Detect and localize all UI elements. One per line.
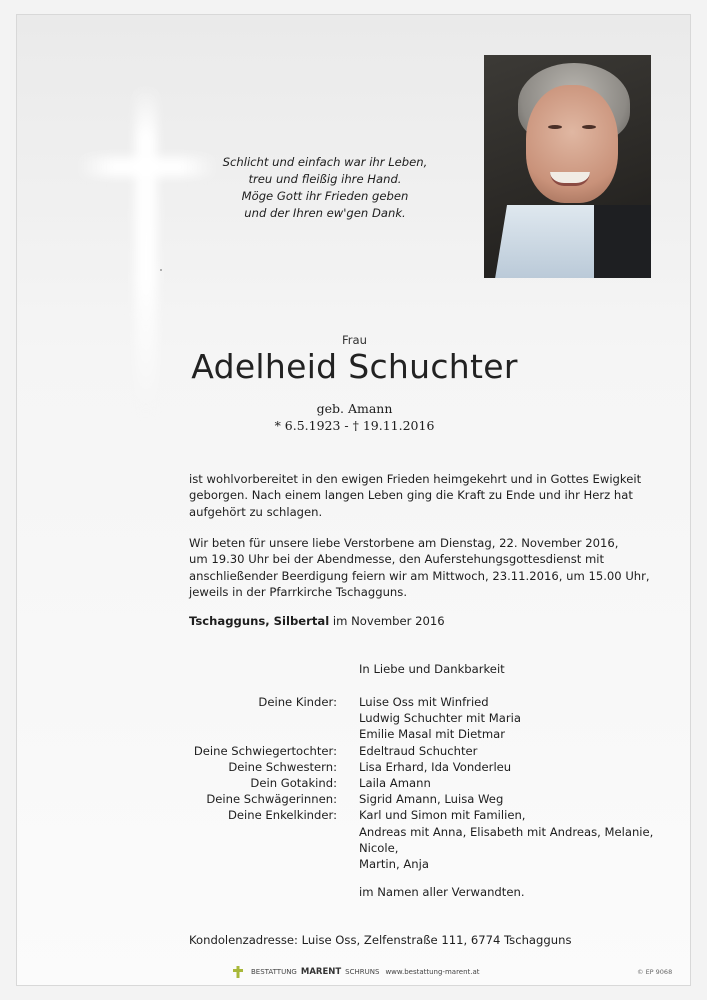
service-paragraph: Wir beten für unsere liebe Verstorbene am Dienstag, 22. November 2016, um 19.30 Uhr bei der Abendmesse, den Auferstehungsgottesdienst mit anschließender Beerdigung feiern wir am Mittwoch, 23.11.2016, um 15.00 Uhr, jeweils in der Pfarrkirche Tschagguns. — [189, 536, 650, 599]
mourner-row: Emilie Masal mit Dietmar — [359, 727, 505, 742]
maiden-name: geb. Amann — [316, 401, 393, 416]
mourners-list — [137, 694, 653, 872]
mourner-row: Deine Kinder: Luise Oss mit Winfried — [258, 695, 489, 709]
mourner-row: Deine Schwägerinnen: Sigrid Amann, Luisa Weg — [206, 792, 504, 807]
poem-line: Schlicht und einfach war ihr Leben, — [222, 155, 428, 169]
mourner-row: Deine Schwestern: Lisa Erhard, Ida Vonderleu — [228, 759, 512, 774]
mourner-row: Deine Schwiegertochter: Edeltraud Schuchter — [193, 743, 478, 758]
life-dates: * 6.5.1923 - † 19.11.2016 — [274, 418, 435, 433]
condolence-address: Kondolenzadresse: Luise Oss, Zelfenstraße 111, 6774 Tschagguns — [189, 933, 572, 947]
mourner-row: Martin, Anja — [359, 857, 429, 872]
footer-brand: MARENT — [300, 967, 342, 977]
mourner-row: Deine Enkelkinder: Karl und Simon mit Familien, — [227, 808, 526, 823]
mourner-row: Andreas mit Anna, Elisabeth mit Andreas, Melanie, — [359, 824, 654, 839]
poem — [215, 154, 435, 222]
place-name: Tschagguns, Silbertal — [189, 614, 330, 628]
footer-prefix: BESTATTUNG — [251, 968, 297, 976]
obituary-sheet — [16, 14, 691, 986]
announcement-paragraph: ist wohlvorbereitet in den ewigen Frieden heimgekehrt und in Gottes Ewigkeit geborgen. Nach einem langen Leben ging die Kraft zu Ende und ihr Herz hat aufgehört zu schlagen. — [189, 472, 642, 519]
mourner-row: Dein Gotakind: Laila Amann — [250, 776, 431, 791]
poem-line: Möge Gott ihr Frieden geben — [241, 189, 409, 203]
mourners-intro: In Liebe und Dankbarkeit — [359, 662, 505, 676]
mourner-row: Nicole, — [359, 840, 399, 855]
funeral-home-footer — [231, 965, 480, 979]
salutation: Frau — [341, 333, 368, 347]
poem-line: treu und fleißig ihre Hand. — [248, 172, 402, 186]
document-code: © EP 9068 — [637, 968, 673, 976]
mourners-closing: im Namen aller Verwandten. — [359, 885, 525, 899]
poem-line: und der Ihren ew'gen Dank. — [244, 206, 406, 220]
deceased-name: Adelheid Schuchter — [191, 347, 518, 386]
place-date: im November 2016 — [329, 614, 445, 628]
footer-website[interactable]: www.bestattung-marent.at — [385, 968, 480, 976]
cross-logo-icon — [231, 965, 245, 979]
mourner-row: Ludwig Schuchter mit Maria — [359, 711, 521, 726]
portrait-photo — [484, 55, 651, 278]
footer-town: SCHRUNS — [345, 968, 380, 976]
place-date-line — [189, 614, 445, 628]
